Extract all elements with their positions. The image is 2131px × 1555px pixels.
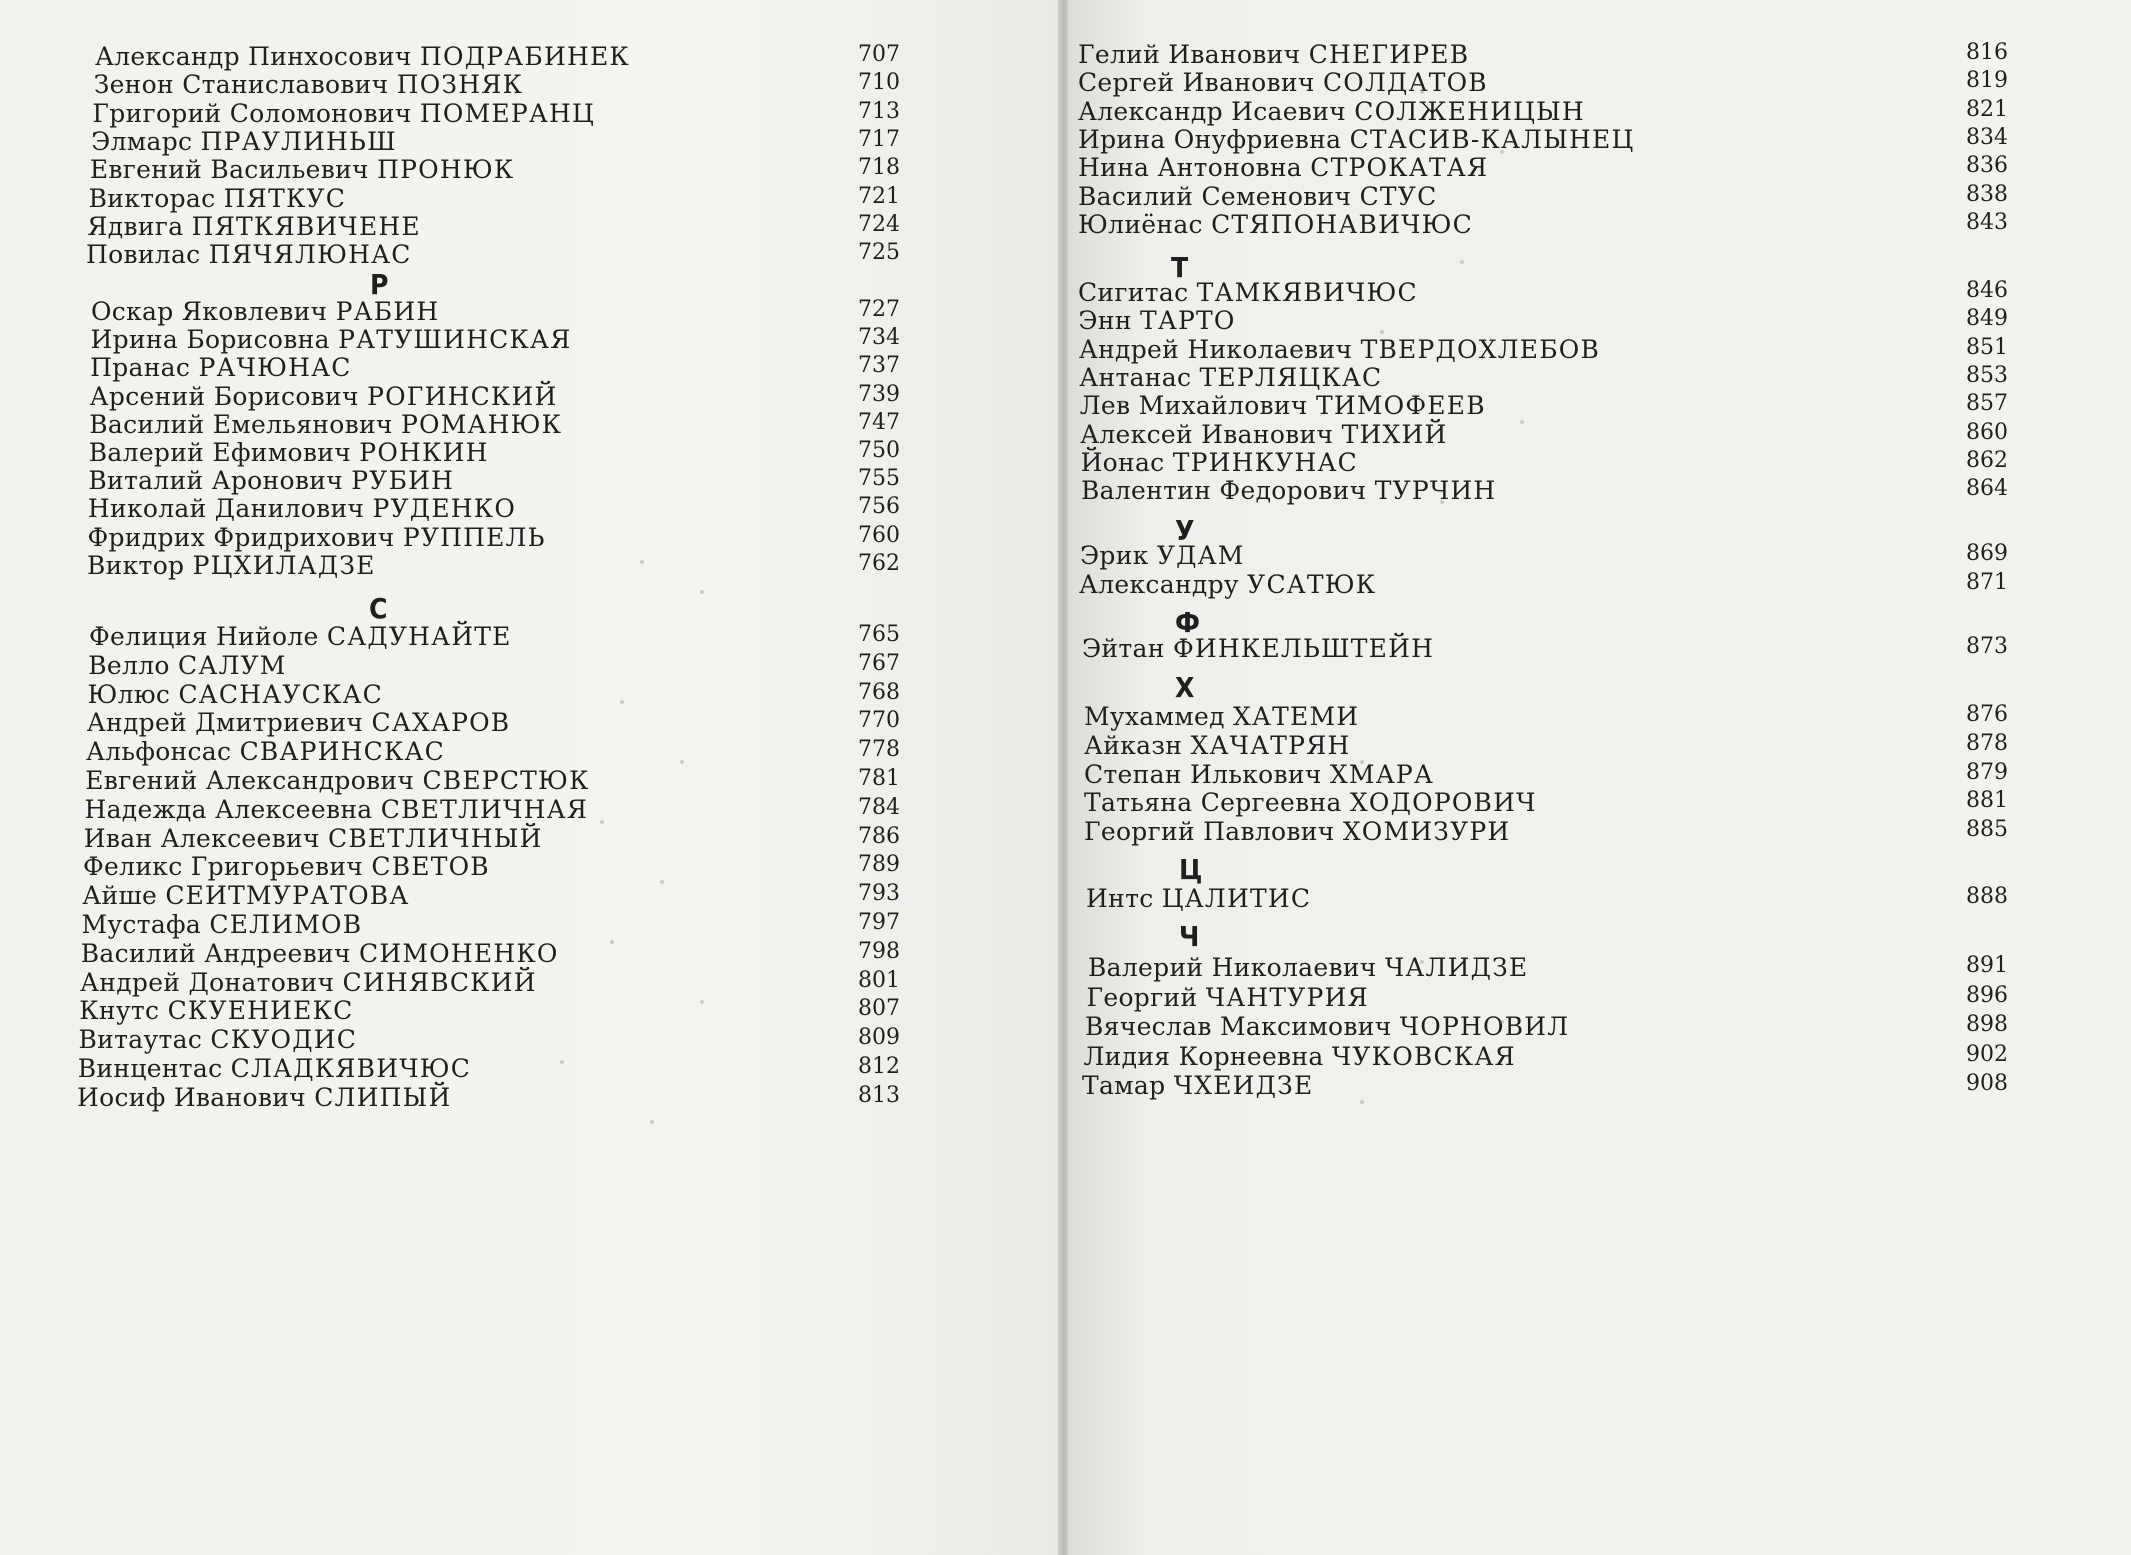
- person-surname: ХМАРА: [1329, 759, 1435, 789]
- page-number: 843: [1966, 209, 2008, 235]
- person-given-names: Татьяна Сергеевна: [1084, 788, 1342, 818]
- person-given-names: Георгий: [1086, 982, 1198, 1012]
- person-surname: ЧУКОВСКАЯ: [1331, 1041, 1516, 1071]
- toc-entry-name: [84, 824, 543, 853]
- person-surname: СЕИТМУРАТОВА: [165, 881, 410, 911]
- page-number: 881: [1966, 788, 2008, 814]
- page-number: 807: [858, 996, 900, 1022]
- page-number: 879: [1966, 759, 2008, 785]
- page-number: 819: [1966, 68, 2008, 94]
- person-surname: ФИНКЕЛЬШТЕЙН: [1172, 634, 1435, 663]
- section-letter: Р: [370, 268, 389, 301]
- person-surname: РАБИН: [335, 297, 440, 326]
- toc-entry-name: [1084, 788, 1537, 817]
- person-surname: САСНАУСКАС: [178, 679, 383, 709]
- person-surname: ТАМКЯВИЧЮС: [1196, 278, 1418, 307]
- person-surname: ПЯТКУС: [223, 183, 347, 213]
- person-surname: ЦАЛИТИС: [1161, 884, 1312, 913]
- toc-entry-name: [91, 127, 397, 156]
- page-number: 898: [1966, 1012, 2008, 1037]
- toc-entry-name: [81, 939, 559, 968]
- person-given-names: Интс: [1086, 884, 1154, 913]
- page-number: 885: [1966, 817, 2008, 843]
- toc-entry-name: [91, 297, 439, 326]
- person-given-names: Эрик: [1080, 541, 1149, 570]
- toc-entry-name: [88, 680, 383, 709]
- person-given-names: Сергей Иванович: [1078, 68, 1315, 98]
- page-number: 762: [858, 550, 900, 576]
- toc-entry-name: [1079, 335, 1600, 364]
- leader-dot: [1420, 960, 1424, 964]
- person-surname: СОЛДАТОВ: [1322, 68, 1488, 98]
- person-surname: ЧХЕИДЗЕ: [1173, 1071, 1314, 1100]
- page-number: 793: [858, 881, 900, 907]
- toc-entry-name: [86, 737, 445, 766]
- page-number: 862: [1965, 447, 2008, 473]
- page-number: 809: [858, 1025, 900, 1051]
- section-letter: Ч: [1179, 920, 1200, 953]
- toc-entry-name: [1086, 884, 1311, 913]
- page-number: 789: [858, 852, 900, 878]
- page-number: 778: [858, 737, 900, 763]
- page-number: 888: [1966, 884, 2008, 909]
- person-given-names: Алексей Иванович: [1080, 419, 1334, 449]
- page-number: 812: [858, 1054, 900, 1079]
- person-given-names: Григорий Соломонович: [92, 98, 412, 128]
- person-given-names: Гелий Иванович: [1078, 40, 1301, 69]
- person-surname: СТЯПОНАВИЧЮС: [1211, 209, 1473, 239]
- person-given-names: Юлиёнас: [1078, 209, 1203, 239]
- person-surname: СТРОКАТАЯ: [1310, 153, 1489, 183]
- person-given-names: Антанас: [1079, 362, 1192, 392]
- page-number: 813: [858, 1082, 900, 1108]
- person-surname: РУППЕЛЬ: [402, 522, 546, 552]
- person-surname: ТРИНКУНАС: [1172, 447, 1358, 477]
- section-letter: С: [369, 592, 388, 625]
- page-number: 713: [857, 98, 900, 124]
- toc-entry-name: [1081, 476, 1496, 505]
- toc-entry-name: [1082, 1071, 1313, 1100]
- leader-dot: [1500, 830, 1504, 834]
- page-number: 737: [857, 353, 900, 379]
- toc-entry-name: [78, 1054, 471, 1083]
- toc-entry-name: [87, 551, 376, 580]
- person-given-names: Виктор: [87, 550, 185, 580]
- page-number: 851: [1965, 334, 2008, 360]
- page-number: 891: [1966, 953, 2008, 978]
- person-given-names: Степан Илькович: [1084, 759, 1322, 789]
- person-given-names: Александру: [1079, 569, 1239, 599]
- person-surname: РУБИН: [351, 466, 455, 496]
- person-surname: СКУОДИС: [210, 1025, 358, 1055]
- person-surname: СИМОНЕНКО: [359, 938, 559, 968]
- person-given-names: Виталий Аронович: [88, 466, 344, 496]
- toc-entry-name: [88, 651, 286, 680]
- page-number: 747: [857, 409, 900, 435]
- person-surname: ХОДОРОВИЧ: [1349, 788, 1537, 818]
- person-surname: СЛИПЫЙ: [314, 1082, 452, 1112]
- toc-entry-name: [92, 99, 595, 128]
- toc-entry-name: [1080, 541, 1245, 570]
- person-given-names: Василий Семенович: [1078, 181, 1352, 211]
- person-given-names: Винцентас: [77, 1054, 223, 1083]
- toc-entry-name: [89, 622, 512, 651]
- person-given-names: Василий Андреевич: [80, 938, 351, 968]
- person-surname: СЛАДКЯВИЧЮС: [230, 1054, 472, 1083]
- toc-entry-name: [1084, 702, 1359, 731]
- page-number: 765: [858, 622, 900, 647]
- page-number: 853: [1965, 362, 2008, 388]
- person-surname: СЕЛИМОВ: [209, 910, 363, 939]
- page-number: 908: [1966, 1071, 2008, 1096]
- page-number: 798: [858, 938, 900, 964]
- person-given-names: Нина Антоновна: [1078, 153, 1303, 183]
- toc-entry-name: [1081, 448, 1358, 477]
- toc-entry-name: [1078, 278, 1418, 307]
- toc-entry-name: [1078, 97, 1585, 126]
- left-page: [0, 0, 1060, 1555]
- toc-entry-name: [88, 466, 454, 495]
- person-given-names: Йонас: [1080, 447, 1165, 477]
- person-given-names: Андрей Донатович: [80, 967, 335, 997]
- person-surname: ТИХИЙ: [1341, 419, 1448, 449]
- toc-entry-name: [1085, 1012, 1569, 1041]
- person-given-names: Ирина Онуфриевна: [1078, 124, 1342, 154]
- page-number: 725: [858, 240, 900, 266]
- page-number: 767: [858, 650, 900, 676]
- person-given-names: Георгий Павлович: [1084, 817, 1335, 847]
- person-given-names: Айказн: [1084, 730, 1183, 760]
- page-number: 871: [1966, 569, 2008, 595]
- person-given-names: Александр Пинхосович: [95, 42, 412, 71]
- page-number: 710: [857, 70, 900, 96]
- person-surname: ТУРЧИН: [1374, 476, 1497, 506]
- person-surname: СВЕТЛИЧНЫЙ: [327, 823, 543, 853]
- leader-dot: [1460, 260, 1464, 264]
- person-given-names: Ядвига: [87, 211, 184, 241]
- person-given-names: Вячеслав Максимович: [1085, 1012, 1392, 1041]
- person-surname: СТАСИВ-КАЛЫНЕЦ: [1349, 124, 1635, 154]
- person-surname: ПРАУЛИНЬШ: [200, 126, 397, 156]
- toc-entry-name: [1078, 210, 1473, 239]
- leader-dot: [560, 1060, 564, 1064]
- toc-entry-name: [85, 795, 589, 824]
- person-given-names: Валерий Николаевич: [1088, 953, 1377, 982]
- person-surname: ПЯЧЯЛЮНАС: [208, 240, 412, 270]
- person-given-names: Валерий Ефимович: [88, 438, 352, 467]
- page-number: 864: [1966, 476, 2008, 502]
- page-number: 849: [1965, 306, 2008, 332]
- page-number: 707: [858, 42, 900, 67]
- toc-entry-name: [1078, 125, 1634, 154]
- person-given-names: Зенон Станиславович: [93, 70, 389, 100]
- section-letter: Ф: [1175, 606, 1200, 639]
- person-given-names: Фелиция Нийоле: [89, 622, 319, 651]
- person-surname: РОМАНЮК: [401, 409, 563, 439]
- person-given-names: Александр Исаевич: [1078, 96, 1347, 126]
- person-surname: ХОМИЗУРИ: [1342, 817, 1511, 847]
- page-number: 836: [1966, 153, 2008, 179]
- toc-entry-name: [1084, 1042, 1516, 1071]
- leader-dot: [700, 1000, 704, 1004]
- toc-entry-name: [90, 155, 515, 184]
- person-given-names: Сигитас: [1078, 278, 1189, 307]
- leader-dot: [620, 700, 624, 704]
- page-number: 717: [857, 126, 900, 152]
- page-number: 739: [857, 381, 900, 407]
- toc-entry-name: [86, 240, 412, 269]
- person-surname: РЦХИЛАДЗЕ: [192, 550, 376, 580]
- toc-entry-name: [87, 523, 545, 552]
- person-given-names: Евгений Александрович: [85, 766, 415, 795]
- page-number: 816: [1966, 40, 2008, 65]
- toc-entry-name: [80, 968, 537, 997]
- person-surname: ХАЧАТРЯН: [1190, 730, 1351, 760]
- toc-entry-name: [1084, 731, 1351, 760]
- person-surname: ХАТЕМИ: [1233, 702, 1360, 731]
- toc-entry-name: [79, 1025, 358, 1054]
- person-given-names: Энн: [1078, 306, 1132, 336]
- leader-dot: [1380, 330, 1384, 334]
- toc-entry-name: [77, 1083, 451, 1112]
- toc-entry-name: [88, 494, 516, 523]
- page-number: 801: [858, 967, 900, 993]
- person-given-names: Оскар Яковлевич: [91, 297, 328, 326]
- page-number: 768: [858, 679, 900, 705]
- person-surname: РОГИНСКИЙ: [367, 381, 558, 411]
- person-given-names: Элмарс: [91, 126, 193, 156]
- page-number: 860: [1965, 419, 2008, 445]
- person-given-names: Мустафа: [81, 910, 202, 939]
- page-number: 784: [858, 794, 900, 820]
- person-given-names: Василий Емельянович: [89, 409, 393, 439]
- toc-entry-name: [94, 70, 523, 99]
- toc-entry-name: [83, 852, 490, 881]
- page-number: 770: [858, 708, 900, 734]
- toc-entry-name: [1078, 153, 1488, 182]
- person-surname: СНЕГИРЕВ: [1308, 40, 1470, 69]
- leader-dot: [600, 820, 604, 824]
- toc-entry-name: [1087, 983, 1369, 1012]
- person-surname: ТЕРЛЯЦКАС: [1199, 362, 1383, 392]
- person-surname: ЧАЛИДЗЕ: [1384, 953, 1529, 982]
- person-surname: РОНКИН: [359, 438, 489, 467]
- leader-dot: [660, 880, 664, 884]
- person-given-names: Ирина Борисовна: [90, 325, 330, 355]
- person-surname: ТАРТО: [1140, 306, 1236, 336]
- person-surname: ЧОРНОВИЛ: [1399, 1012, 1570, 1041]
- toc-entry-name: [1078, 40, 1469, 69]
- page-number: 727: [858, 297, 900, 322]
- person-surname: ПОЗНЯК: [396, 70, 524, 100]
- person-given-names: Феликс Григорьевич: [83, 852, 364, 882]
- person-surname: СВЕТОВ: [371, 852, 490, 882]
- toc-entry-name: [82, 910, 363, 939]
- toc-entry-name: [87, 212, 421, 241]
- page-number: 781: [858, 766, 900, 791]
- section-letter: Х: [1175, 671, 1195, 704]
- person-given-names: Иван Алексеевич: [83, 823, 320, 853]
- leader-dot: [640, 560, 644, 564]
- person-surname: САДУНАЙТЕ: [326, 622, 512, 651]
- page-number: 878: [1966, 730, 2008, 756]
- page-number: 821: [1966, 96, 2008, 122]
- leader-dot: [1120, 400, 1124, 404]
- person-given-names: Эйтан: [1082, 634, 1165, 663]
- leader-dot: [1360, 760, 1364, 764]
- section-letter: Т: [1171, 251, 1189, 284]
- toc-entry-name: [1084, 817, 1510, 846]
- person-given-names: Велло: [88, 650, 170, 680]
- person-given-names: Повилас: [86, 240, 201, 270]
- page-number: 756: [857, 494, 900, 520]
- toc-entry-name: [1082, 634, 1434, 663]
- person-given-names: Лев Михайлович: [1079, 391, 1308, 421]
- toc-entry-name: [82, 881, 409, 910]
- page-number: 724: [857, 211, 900, 237]
- toc-entry-name: [1078, 306, 1235, 335]
- leader-dot: [1360, 1100, 1364, 1104]
- leader-dot: [650, 1120, 654, 1124]
- leader-dot: [1520, 420, 1524, 424]
- section-letter: Ц: [1179, 853, 1203, 886]
- person-surname: СКУЕНИЕКС: [167, 996, 354, 1026]
- person-surname: СИНЯВСКИЙ: [342, 967, 537, 997]
- person-surname: ЧАНТУРИЯ: [1205, 982, 1369, 1012]
- person-surname: СВЕРСТЮК: [422, 766, 590, 795]
- leader-dot: [680, 760, 684, 764]
- page-number: 896: [1966, 982, 2008, 1008]
- person-given-names: Айше: [82, 881, 158, 911]
- person-surname: РАТУШИНСКАЯ: [338, 325, 572, 355]
- person-given-names: Иосиф Иванович: [77, 1082, 306, 1112]
- person-given-names: Евгений Васильевич: [89, 155, 369, 185]
- leader-dot: [700, 590, 704, 594]
- page-number: 718: [857, 155, 900, 181]
- page-number: 838: [1966, 181, 2008, 207]
- person-given-names: Арсений Борисович: [89, 381, 359, 411]
- person-surname: РАЧЮНАС: [198, 353, 352, 383]
- toc-entry-name: [95, 42, 630, 71]
- table-of-contents-left: [0, 0, 1060, 1555]
- person-surname: СТУС: [1359, 181, 1438, 211]
- person-given-names: Фридрих Фридрихович: [87, 522, 395, 552]
- person-given-names: Кнутс: [79, 996, 160, 1026]
- person-given-names: Альфонсас: [86, 737, 232, 767]
- person-surname: РУДЕНКО: [372, 494, 517, 524]
- person-given-names: Тамар: [1082, 1071, 1166, 1100]
- toc-entry-name: [91, 325, 572, 354]
- person-surname: ПЯТКЯВИЧЕНЕ: [191, 211, 421, 241]
- person-surname: ПРОНЮК: [377, 155, 515, 185]
- toc-entry-name: [87, 708, 511, 737]
- toc-entry-name: [1084, 760, 1434, 789]
- toc-entry-name: [89, 438, 489, 467]
- section-letter: У: [1175, 514, 1195, 547]
- toc-entry-name: [89, 184, 347, 213]
- person-given-names: Андрей Николаевич: [1078, 334, 1353, 364]
- toc-entry-name: [1080, 420, 1447, 449]
- person-given-names: Надежда Алексеевна: [84, 794, 373, 824]
- page-number: 902: [1966, 1041, 2008, 1067]
- toc-entry-name: [79, 996, 353, 1025]
- person-surname: УСАТЮК: [1247, 569, 1377, 599]
- person-surname: СВАРИНСКАС: [239, 737, 445, 767]
- toc-entry-name: [89, 410, 562, 439]
- page-number: 797: [858, 910, 900, 935]
- page-number: 734: [857, 325, 900, 351]
- person-given-names: Валентин Федорович: [1081, 476, 1367, 506]
- toc-entry-name: [1088, 953, 1528, 982]
- person-surname: УДАМ: [1156, 541, 1245, 570]
- person-given-names: Андрей Дмитриевич: [86, 708, 364, 738]
- table-of-contents-right: [1068, 0, 2131, 1555]
- person-given-names: Мухаммед: [1084, 702, 1225, 731]
- person-given-names: Витаутас: [78, 1025, 203, 1055]
- leader-dot: [1500, 1020, 1504, 1024]
- toc-entry-name: [1079, 570, 1376, 599]
- leader-dot: [1440, 500, 1444, 504]
- page-number: 846: [1966, 278, 2008, 303]
- person-surname: ПОДРАБИНЕК: [420, 42, 630, 71]
- page-number: 876: [1966, 702, 2008, 727]
- toc-entry-name: [1079, 363, 1382, 392]
- page-number: 873: [1966, 634, 2008, 659]
- page-number: 834: [1966, 124, 2008, 150]
- page-number: 721: [857, 183, 900, 209]
- page-number: 857: [1965, 391, 2008, 417]
- right-page: [1068, 0, 2131, 1555]
- toc-entry-name: [1078, 68, 1488, 97]
- person-surname: ТВЕРДОХЛЕБОВ: [1360, 334, 1601, 364]
- toc-entry-name: [1080, 391, 1486, 420]
- person-given-names: Лидия Корнеевна: [1083, 1041, 1324, 1071]
- leader-dot: [610, 940, 614, 944]
- person-given-names: Николай Данилович: [87, 494, 365, 524]
- person-surname: САЛУМ: [177, 650, 287, 680]
- page-number: 786: [858, 823, 900, 849]
- toc-entry-name: [90, 382, 558, 411]
- toc-entry-name: [85, 766, 589, 795]
- leader-dot: [1420, 90, 1424, 94]
- toc-entry-name: [1078, 182, 1437, 211]
- person-surname: СОЛЖЕНИЦЫН: [1354, 96, 1585, 126]
- page-number: 750: [857, 438, 900, 463]
- person-given-names: Юлюс: [87, 679, 171, 709]
- person-surname: САХАРОВ: [371, 708, 511, 738]
- person-surname: ТИМОФЕЕВ: [1315, 391, 1486, 421]
- person-surname: СВЕТЛИЧНАЯ: [380, 794, 589, 824]
- person-surname: ПОМЕРАНЦ: [419, 98, 596, 128]
- page-number: 760: [857, 522, 900, 548]
- leader-dot: [1500, 150, 1504, 154]
- person-given-names: Викторас: [88, 183, 216, 213]
- person-given-names: Пранас: [90, 353, 191, 383]
- toc-entry-name: [90, 353, 352, 382]
- page-number: 869: [1966, 541, 2008, 566]
- page-number: 755: [857, 466, 900, 492]
